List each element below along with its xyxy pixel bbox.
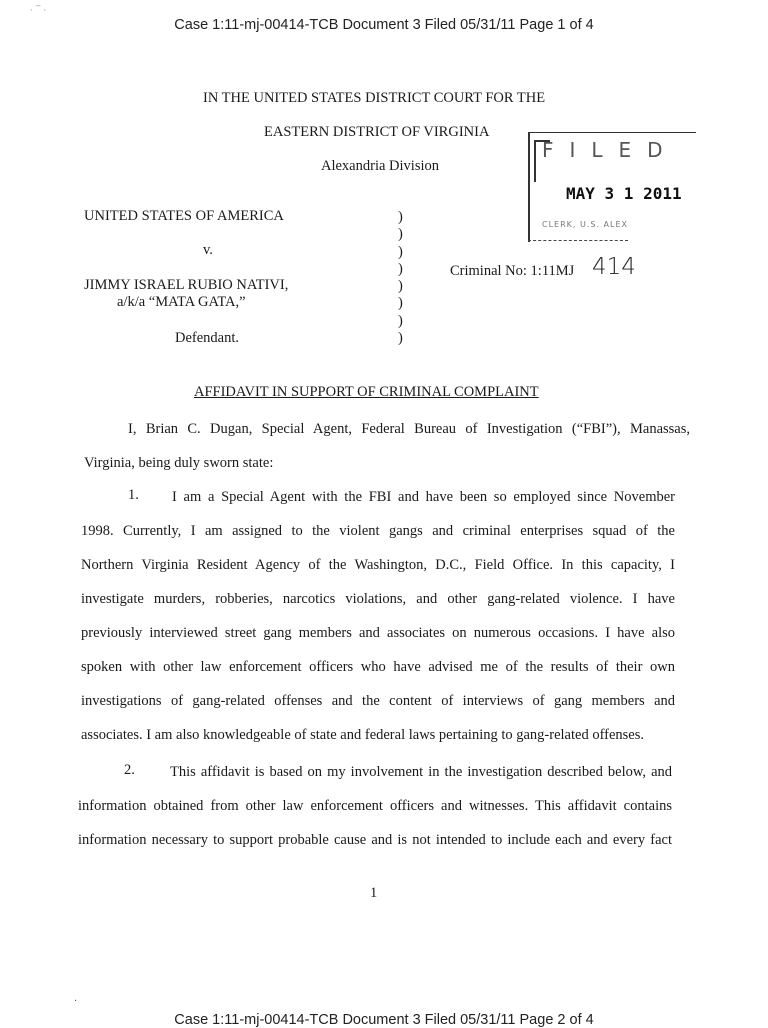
document-title: AFFIDAVIT IN SUPPORT OF CRIMINAL COMPLAINT — [194, 384, 539, 400]
para1-line: 1998. Currently, I am assigned to the violent gangs and criminal enterprises squad of the — [81, 523, 675, 539]
stamp-border-bottom — [528, 240, 628, 241]
intro-paragraph — [84, 412, 690, 480]
para1-line: Northern Virginia Resident Agency of the Washington, D.C., Field Office. In this capacity, I — [81, 557, 675, 573]
filed-stamp — [528, 132, 698, 244]
court-name-line1: IN THE UNITED STATES DISTRICT COURT FOR THE — [203, 90, 546, 106]
page-header: Case 1:11-mj-00414-TCB Document 3 Filed 05/31/11 Page 1 of 4 — [174, 17, 594, 33]
plaintiff-name: UNITED STATES OF AMERICA — [84, 208, 284, 224]
paragraph-1 — [81, 480, 675, 752]
next-page-header: Case 1:11-mj-00414-TCB Document 3 Filed 05/31/11 Page 2 of 4 — [174, 1012, 594, 1028]
caption-parentheses: ) ) ) ) ) ) ) ) — [398, 209, 403, 347]
para1-line: I am a Special Agent with the FBI and have been so employed since November — [172, 489, 675, 505]
para1-line: spoken with other law enforcement officers who have advised me of the results of their own — [81, 659, 675, 675]
criminal-number-label: Criminal No: 1:11MJ — [450, 263, 575, 279]
para2-line: This affidavit is based on my involvement in the investigation described below, and — [170, 764, 672, 780]
para1-line: investigations of gang-related offenses and the content of interviews of gang members and — [81, 693, 675, 709]
court-division: Alexandria Division — [321, 158, 439, 174]
page-number: 1 — [370, 885, 378, 901]
criminal-number-handwritten: 414 — [592, 254, 636, 280]
para1-line: investigate murders, robberies, narcotics violations, and other gang-related violence. I have — [81, 591, 675, 607]
para2-number: 2. — [124, 762, 135, 778]
stamp-border-left — [528, 132, 530, 242]
versus: v. — [203, 242, 213, 258]
stamp-date: MAY 3 1 2011 — [566, 184, 682, 203]
intro-line: Virginia, being duly sworn state: — [84, 455, 274, 471]
defendant-label: Defendant. — [175, 330, 240, 346]
scan-specks: ˴ ‾ ˴ — [30, 5, 47, 15]
paragraph-2 — [78, 755, 672, 857]
stamp-clerk: CLERK, U.S. ALEX — [542, 220, 629, 229]
para1-number: 1. — [128, 487, 139, 503]
para2-line: information obtained from other law enforcement officers and witnesses. This affidavit contains — [78, 798, 672, 814]
defendant-name: JIMMY ISRAEL RUBIO NATIVI, — [84, 277, 289, 293]
para1-line: associates. I am also knowledgeable of state and federal laws pertaining to gang-related offenses. — [81, 727, 645, 743]
para1-line: previously interviewed street gang members and associates on numerous occasions. I have also — [81, 625, 675, 641]
para2-line: information necessary to support probable cause and is not intended to include each and every fact — [78, 832, 672, 848]
defendant-aka: a/k/a “MATA GATA,” — [117, 294, 246, 310]
stamp-filed-text: FILED — [542, 138, 679, 162]
stamp-border-top — [528, 132, 696, 133]
court-name-line2: EASTERN DISTRICT OF VIRGINIA — [264, 124, 490, 140]
intro-line: I, Brian C. Dugan, Special Agent, Federal Bureau of Investigation (“FBI”), Manassas, — [128, 421, 690, 437]
scan-speck: · — [74, 996, 78, 1007]
